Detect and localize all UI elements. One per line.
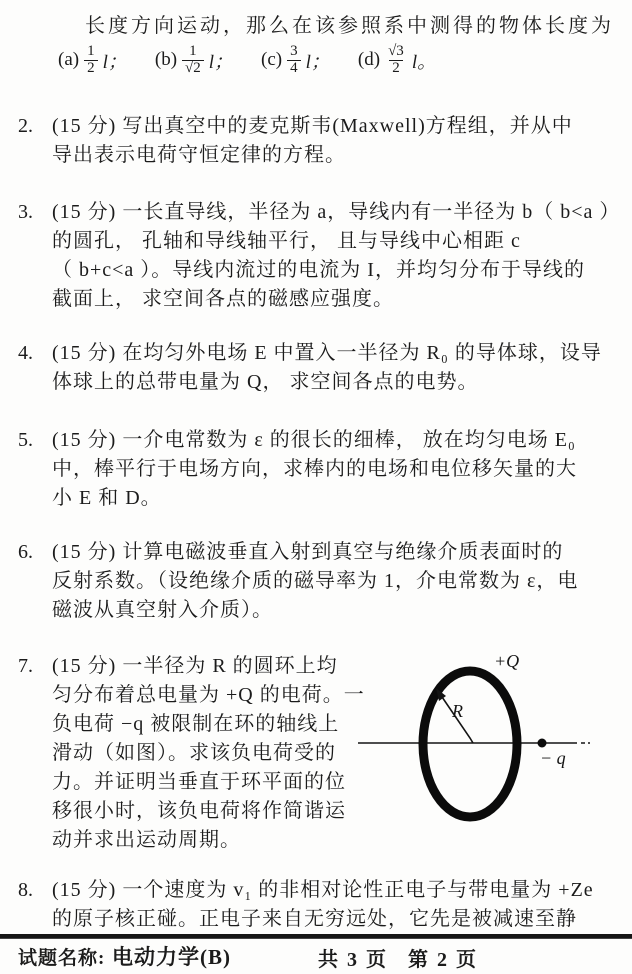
question-number: 8. [18,879,33,901]
text-line: 移很小时，该负电荷将作简谐运 [52,800,346,822]
question-body [52,652,365,855]
option-b-label: (b) [154,49,178,71]
question-body [52,876,594,934]
question-body [52,198,620,314]
fraction-denominator: √2 [182,60,204,77]
ring-charge-label: +Q [494,651,520,671]
text-line: 导出表示电荷守恒定律的方程。 [52,144,346,166]
point-charge-label: − q [540,748,566,768]
text-line: 反射系数。（设绝缘介质的磁导率为 1，介电常数为 ε，电 [52,570,579,592]
question-body [52,112,573,170]
text-line: 匀分布着总电量为 +Q 的电荷。一 [52,684,365,706]
text-line: 的原子核正碰。正电子来自无穷远处，它先是被减速至静 [52,908,577,930]
option-c-tail: l； [305,51,330,73]
footer-divider [0,934,632,939]
option-a [58,44,127,77]
option-a-label: (a) [58,49,80,71]
option-b [155,44,233,77]
footer-page-current: 第 2 页 [408,949,478,971]
question-body [52,426,577,513]
radius-label: R [452,701,463,721]
charged-ring-figure [352,650,597,845]
fraction-denominator: 4 [287,60,301,77]
text-line: (15 分) 一半径为 R 的圆环上均 [52,655,338,677]
text-line: 滑动（如图）。求该负电荷受的 [52,742,336,764]
text-line: 截面上， 求空间各点的磁感应强度。 [52,288,394,310]
text-line: 中，棒平行于电场方向，求棒内的电场和电位移矢量的大 [52,458,577,480]
option-d-fraction [385,44,407,77]
question-number: 5. [18,429,33,451]
option-c [261,44,330,77]
fraction-numerator: 3 [290,43,298,59]
text-line: (15 分) 一个速度为 v₁ 的非相对论性正电子与带电量为 +Ze [52,879,594,901]
text-line: (15 分) 一介电常数为 ε 的很长的细棒， 放在均匀电场 E₀ [52,429,576,451]
question1-options [58,44,454,77]
option-d-label: (d) [357,49,381,71]
option-a-fraction [84,44,98,77]
text-line: 小 E 和 D。 [52,487,162,509]
point-charge-dot [538,739,547,748]
fraction-numerator: √3 [388,43,404,59]
footer-exam-title: 电动力学(B) [112,945,231,969]
text-line: 的圆孔， 孔轴和导线轴平行， 且与导线中心相距 c [52,230,521,252]
fraction-numerator: 1 [87,43,95,59]
question-body [52,538,578,625]
footer-page-indicator [318,943,478,972]
text-line: 负电荷 −q 被限制在环的轴线上 [52,713,340,735]
fraction-denominator: 2 [389,60,403,77]
fraction-numerator: 1 [189,43,197,59]
text-line: (15 分) 一长直导线，半径为 a，导线内有一半径为 b（ b<a ） [52,201,621,223]
text-line: 动并求出运动周期。 [52,829,241,851]
question-body [52,339,602,397]
ring-ellipse [423,671,517,817]
text-line: （ b+c<a ）。导线内流过的电流为 I，并均匀分布于导线的 [52,259,585,281]
option-b-tail: l； [208,51,234,73]
footer-exam-name-label: 试题名称: [18,948,106,969]
option-d [358,44,436,77]
text-line: 体球上的总带电量为 Q， 求空间各点的电势。 [52,371,479,393]
option-d-tail: l。 [411,51,437,73]
option-a-tail: l； [102,51,127,73]
text-line: 磁波从真空射入介质）。 [52,599,273,621]
option-c-label: (c) [261,49,283,71]
option-c-fraction [287,44,301,77]
question-number: 7. [18,655,33,677]
footer-pages-total: 共 3 页 [318,949,388,971]
question-number: 4. [18,342,33,364]
text-line: (15 分) 计算电磁波垂直入射到真空与绝缘介质表面时的 [52,541,564,563]
option-b-fraction [182,44,204,77]
question-number: 6. [18,541,33,563]
charged-ring-svg [352,650,597,845]
text-line: (15 分) 写出真空中的麦克斯韦(Maxwell)方程组，并从中 [52,115,573,137]
question-number: 2. [18,115,33,137]
text-line: (15 分) 在均匀外电场 E 中置入一半径为 R₀ 的导体球，设导 [52,342,602,364]
question-number: 3. [18,201,33,223]
question1-tail-line: 长度方向运动，那么在该参照系中测得的物体长度为 [85,15,614,37]
text-line: 力。并证明当垂直于环平面的位 [52,771,346,793]
fraction-denominator: 2 [84,60,98,77]
